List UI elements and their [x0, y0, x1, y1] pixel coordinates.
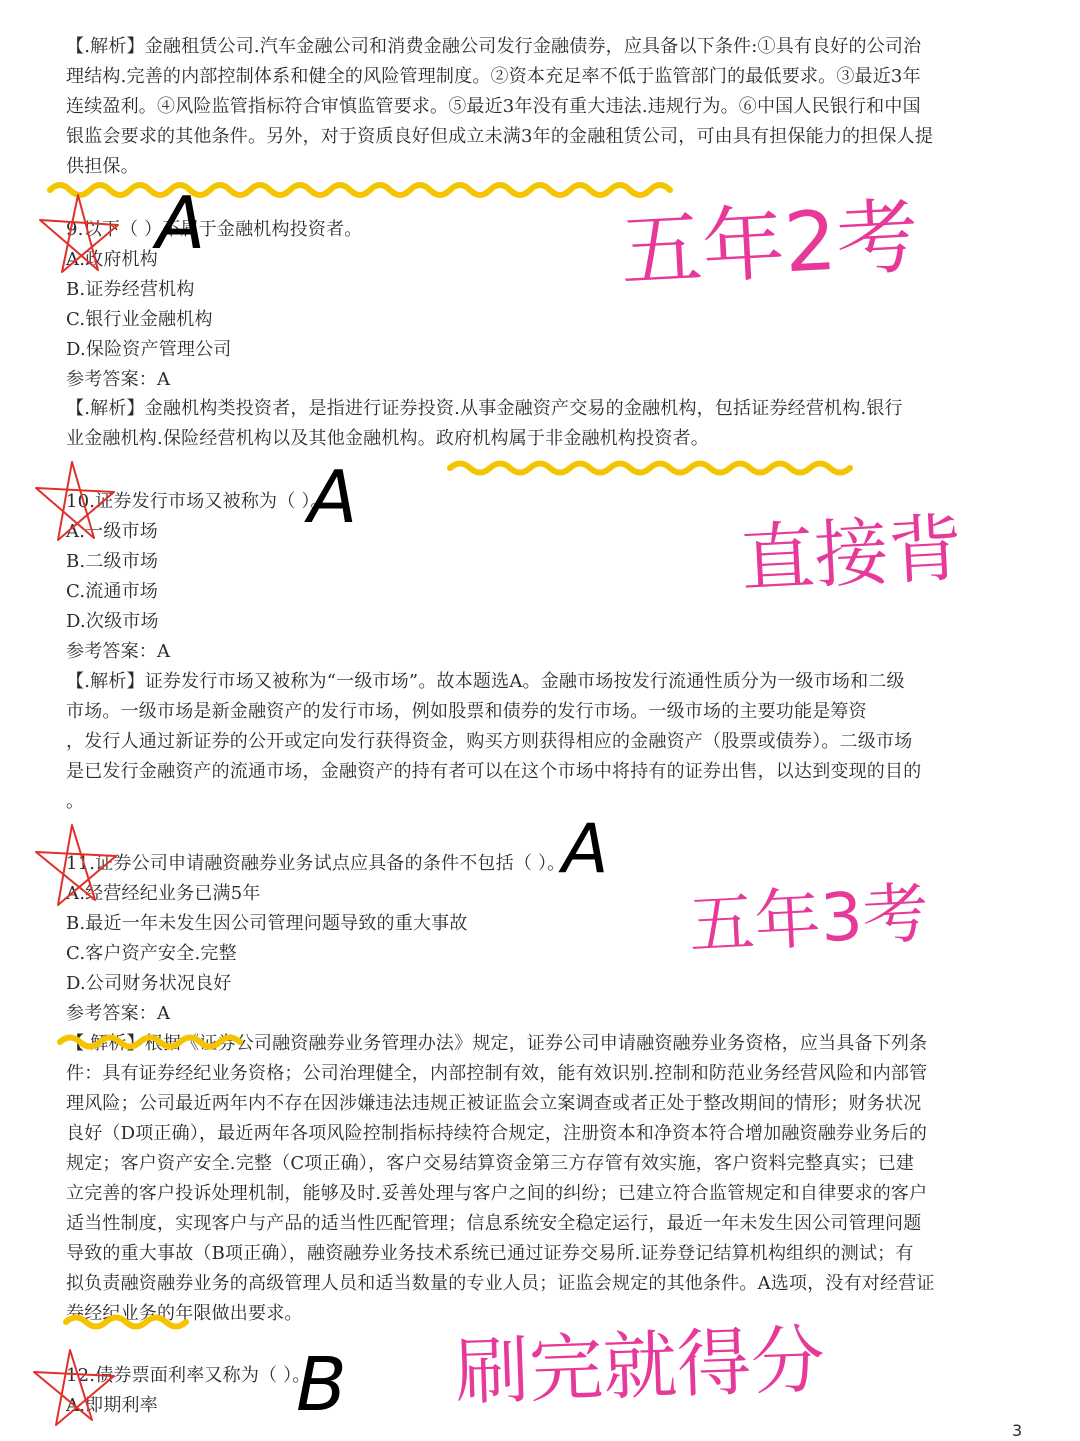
question-text: 11.证券公司申请融资融券业务试点应具备的条件不包括（ ）。 — [66, 853, 566, 874]
explain-line: 【.解析】根据《证券公司融资融券业务管理办法》规定，证券公司申请融资融券业务资格，应当具备下列条 — [66, 1033, 928, 1054]
q8-explain-line: 银监会要求的其他条件。另外，对于资质良好但成立未满3年的金融租赁公司，可由具有担保能力的担保人提 — [66, 126, 934, 147]
explain-line: 导致的重大事故（B项正确），融资融券业务技术系统已通过证券交易所.证券登记结算机构组织的测试；有 — [66, 1243, 914, 1264]
q8-explain-line: 供担保。 — [66, 156, 139, 177]
explain-line: 。 — [66, 791, 85, 812]
handwritten-answer-q9: A — [156, 181, 206, 265]
explain-line: 良好（D项正确），最近两年各项风险控制指标持续符合规定，注册资本和净资本符合增加融资融券业务后的 — [66, 1123, 928, 1144]
option-a: A.经营经纪业务已满5年 — [66, 883, 261, 904]
explain-line: 规定；客户资产安全.完整（C项正确），客户交易结算资金第三方存管有效实施，客户资料完整真实；已建 — [66, 1153, 915, 1174]
option-a: A.一级市场 — [66, 521, 158, 542]
explain-line: 券经纪业务的年限做出要求。 — [66, 1303, 303, 1324]
wavy-underline — [50, 185, 670, 195]
handwritten-answer-q12: B — [296, 1342, 347, 1428]
explain-line: 是已发行金融资产的流通市场，金融资产的持有者可以在这个市场中将持有的证券出售，以达到变现的目的 — [66, 761, 922, 782]
explain-line: 立完善的客户投诉处理机制，能够及时.妥善处理与客户之间的纠纷；已建立符合监管规定和自律要求的客户 — [66, 1183, 928, 1204]
option-d: D.次级市场 — [66, 611, 159, 632]
page-number: 3 — [1012, 1421, 1023, 1440]
explain-line: ，发行人通过新证券的公开或定向发行获得资金，购买方则获得相应的金融资产（股票或债券）。二级市场 — [66, 731, 913, 752]
handwritten-note-q9: 五年2考 — [618, 189, 921, 300]
option-c: C.银行业金融机构 — [66, 309, 213, 330]
handwritten-answer-q10: A — [308, 455, 358, 539]
question-text: 12.债券票面利率又称为（ ）。 — [66, 1365, 311, 1386]
option-c: C.客户资产安全.完整 — [66, 943, 237, 964]
option-a: A.即期利率 — [66, 1395, 158, 1416]
handwritten-note-q10: 直接背 — [738, 505, 965, 603]
explain-line: 件：具有证券经纪业务资格；公司治理健全，内部控制有效，能有效识别.控制和防范业务经营风险和内部管 — [66, 1063, 928, 1084]
option-a: A.政府机构 — [66, 249, 158, 270]
handwritten-note-q12: 刷完就得分 — [453, 1317, 827, 1416]
explain-line: 业金融机构.保险经营机构以及其他金融机构。政府机构属于非金融机构投资者。 — [66, 428, 709, 449]
q8-explain-line: 【.解析】金融租赁公司.汽车金融公司和消费金融公司发行金融债券，应具备以下条件:①具有良好的公司治 — [66, 36, 922, 57]
wavy-underline — [450, 464, 850, 473]
q8-explain-line: 理结构.完善的内部控制体系和健全的风险管理制度。②资本充足率不低于监管部门的最低要求。③最近3年 — [66, 66, 921, 87]
handwritten-note-q11: 五年3考 — [686, 874, 931, 964]
option-c: C.流通市场 — [66, 581, 159, 602]
option-d: D.公司财务状况良好 — [66, 973, 232, 994]
option-b: B.二级市场 — [66, 551, 159, 572]
question-text: 10.证券发行市场又被称为（ ）。 — [66, 491, 329, 512]
handwritten-answer-q11: A — [562, 810, 609, 889]
reference-answer: 参考答案：A — [66, 1003, 171, 1024]
explain-line: 【.解析】金融机构类投资者，是指进行证券投资.从事金融资产交易的金融机构，包括证券经营机构.银行 — [66, 398, 903, 419]
explain-line: 【.解析】证券发行市场又被称为“一级市场”。故本题选A。金融市场按发行流通性质分为一级市场和二级 — [66, 671, 905, 692]
reference-answer: 参考答案：A — [66, 641, 171, 662]
explain-line: 适当性制度，实现客户与产品的适当性匹配管理；信息系统安全稳定运行，最近一年未发生因公司管理问题 — [66, 1213, 922, 1234]
option-d: D.保险资产管理公司 — [66, 339, 232, 360]
explain-line: 市场。一级市场是新金融资产的发行市场，例如股票和债券的发行市场。一级市场的主要功能是筹资 — [66, 701, 867, 722]
option-b: B.证券经营机构 — [66, 279, 195, 300]
q8-explain-line: 连续盈利。④风险监管指标符合审慎监管要求。⑤最近3年没有重大违法.违规行为。⑥中国人民银行和中国 — [66, 96, 921, 117]
reference-answer: 参考答案：A — [66, 369, 171, 390]
question-text: 9.以下（ ）不属于金融机构投资者。 — [66, 219, 363, 240]
option-b: B.最近一年未发生因公司管理问题导致的重大事故 — [66, 913, 468, 934]
explain-line: 拟负责融资融券业务的高级管理人员和适当数量的专业人员；证监会规定的其他条件。A选项，没有对经营证 — [66, 1273, 935, 1294]
explain-line: 理风险；公司最近两年内不存在因涉嫌违法违规正被证监会立案调查或者正处于整改期间的情形；财务状况 — [66, 1093, 922, 1114]
